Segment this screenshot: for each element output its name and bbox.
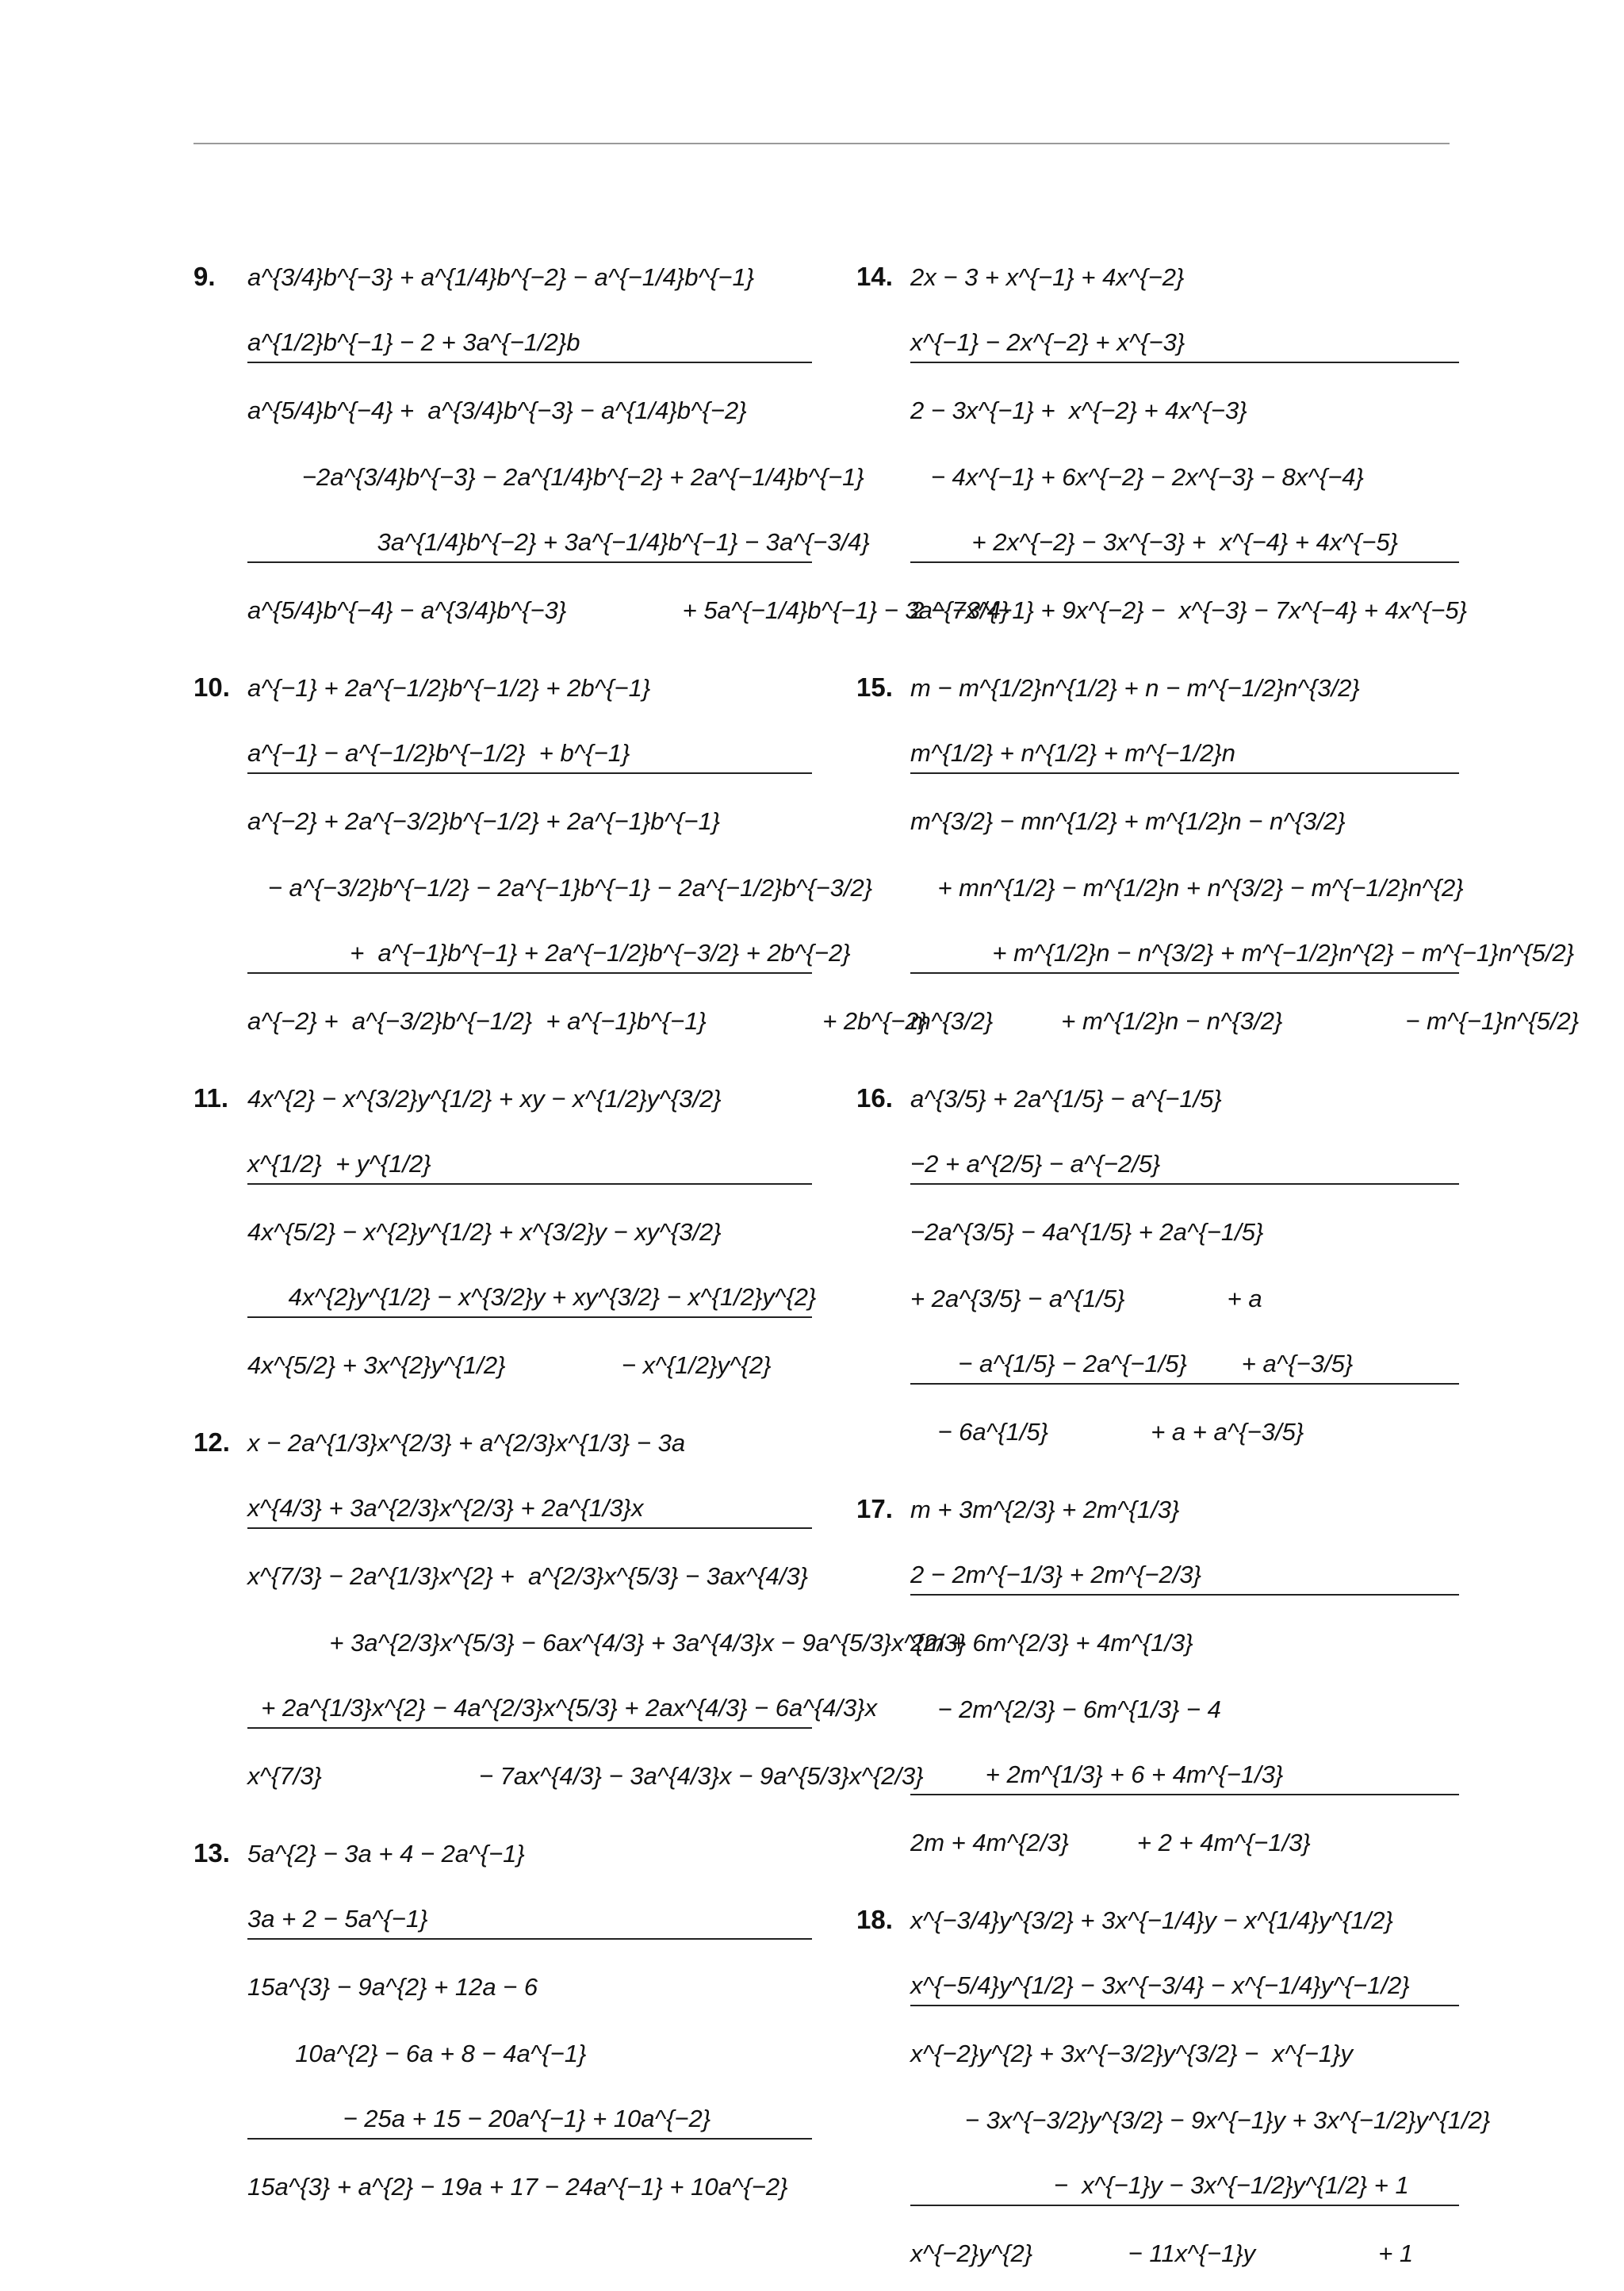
result: m^{3/2} + m^{1/2}n − n^{3/2} − m^{−1}n^{5/2} [910, 1007, 1580, 1035]
partial-product: − a^{−3/2}b^{−1/2} − 2a^{−1}b^{−1} − 2a^{−1/2}b^{−3/2} [247, 874, 873, 902]
partial-product: − x^{−1}y − 3x^{−1/2}y^{1/2} + 1 [910, 2140, 1459, 2206]
dividend: a^{−1} + 2a^{−1/2}b^{−1/2} + 2b^{−1} [247, 674, 651, 702]
problem-number: 10. [193, 672, 230, 702]
partial-product: 4x^{5/2} − x^{2}y^{1/2} + x^{3/2}y − xy^{3/2} [247, 1218, 722, 1246]
divisor: x^{1/2} + y^{1/2} [247, 1118, 812, 1185]
right-column [856, 230, 1580, 2284]
result: a^{5/4}b^{−4} − a^{3/4}b^{−3} + 5a^{−1/4}b^{−1} − 3a^{−3/4} [247, 596, 1009, 624]
partial-product: 4x^{2}y^{1/2} − x^{3/2}y + xy^{3/2} − x^{1/2}y^{2} [247, 1251, 812, 1318]
dividend: m + 3m^{2/3} + 2m^{1/3} [910, 1496, 1180, 1523]
divisor: x^{4/3} + 3a^{2/3}x^{2/3} + 2a^{1/3}x [247, 1462, 812, 1529]
header-rule [193, 143, 1450, 144]
divisor: x^{−5/4}y^{1/2} − 3x^{−3/4} − x^{−1/4}y^{−1/2} [910, 1940, 1459, 2006]
result: x^{7/3} − 7ax^{4/3} − 3a^{4/3}x − 9a^{5/3}x^{2/3} [247, 1762, 924, 1790]
partial-product: − a^{1/5} − 2a^{−1/5} + a^{−3/5} [910, 1318, 1459, 1385]
problem-number: 12. [193, 1427, 230, 1457]
partial-product: 2m + 6m^{2/3} + 4m^{1/3} [910, 1629, 1193, 1657]
partial-product: a^{5/4}b^{−4} + a^{3/4}b^{−3} − a^{1/4}b^{−2} [247, 397, 747, 424]
partial-product: x^{7/3} − 2a^{1/3}x^{2} + a^{2/3}x^{5/3} − 3ax^{4/3} [247, 1562, 809, 1590]
partial-product: x^{−2}y^{2} + 3x^{−3/2}y^{3/2} − x^{−1}y [910, 2040, 1353, 2067]
problem-14 [856, 230, 1467, 630]
dividend: 4x^{2} − x^{3/2}y^{1/2} + xy − x^{1/2}y^{3/2} [247, 1085, 722, 1113]
result: a^{−2} + a^{−3/2}b^{−1/2} + a^{−1}b^{−1} + 2b^{−2} [247, 1007, 927, 1035]
problem-number: 18. [856, 1905, 893, 1934]
dividend: 2x − 3 + x^{−1} + 4x^{−2} [910, 263, 1185, 291]
partial-product: + 2m^{1/3} + 6 + 4m^{−1/3} [910, 1729, 1459, 1795]
partial-product: −2a^{3/4}b^{−3} − 2a^{1/4}b^{−2} + 2a^{−1/4}b^{−1} [247, 463, 864, 491]
partial-product: + 2a^{1/3}x^{2} − 4a^{2/3}x^{5/3} + 2ax^{4/3} − 6a^{4/3}x [247, 1662, 812, 1729]
partial-product: m^{3/2} − mn^{1/2} + m^{1/2}n − n^{3/2} [910, 807, 1346, 835]
problem-number: 13. [193, 1838, 230, 1868]
divisor: x^{−1} − 2x^{−2} + x^{−3} [910, 297, 1459, 363]
partial-product: 2 − 3x^{−1} + x^{−2} + 4x^{−3} [910, 397, 1247, 424]
result: x^{−2}y^{2} − 11x^{−1}y + 1 [910, 2239, 1414, 2267]
dividend: m − m^{1/2}n^{1/2} + n − m^{−1/2}n^{3/2} [910, 674, 1360, 702]
problem-number: 15. [856, 672, 893, 702]
dividend: x^{−3/4}y^{3/2} + 3x^{−1/4}y − x^{1/4}y^{1/2} [910, 1906, 1393, 1934]
problem-11 [193, 1052, 817, 1385]
problem-17 [856, 1462, 1459, 1862]
problem-number: 9. [193, 262, 216, 291]
partial-product: − 4x^{−1} + 6x^{−2} − 2x^{−3} − 8x^{−4} [910, 463, 1364, 491]
partial-product: − 2m^{2/3} − 6m^{1/3} − 4 [910, 1695, 1221, 1723]
partial-product: + 2a^{3/5} − a^{1/5} + a [910, 1285, 1262, 1312]
divisor: −2 + a^{2/5} − a^{−2/5} [910, 1118, 1459, 1185]
result: 2 − 7x^{−1} + 9x^{−2} − x^{−3} − 7x^{−4} + 4x^{−5} [910, 596, 1467, 624]
result: 2m + 4m^{2/3} + 2 + 4m^{−1/3} [910, 1829, 1311, 1856]
dividend: x − 2a^{1/3}x^{2/3} + a^{2/3}x^{1/3} − 3a [247, 1429, 686, 1457]
partial-product: 3a^{1/4}b^{−2} + 3a^{−1/4}b^{−1} − 3a^{−3/4} [247, 496, 812, 563]
result: 4x^{5/2} + 3x^{2}y^{1/2} − x^{1/2}y^{2} [247, 1351, 772, 1379]
partial-product: − 3x^{−3/2}y^{3/2} − 9x^{−1}y + 3x^{−1/2}y^{1/2} [910, 2106, 1491, 2134]
problem-15 [856, 641, 1580, 1040]
partial-product: 15a^{3} − 9a^{2} + 12a − 6 [247, 1973, 538, 2001]
divisor: 3a + 2 − 5a^{−1} [247, 1873, 812, 1940]
partial-product: + mn^{1/2} − m^{1/2}n + n^{3/2} − m^{−1/2}n^{2} [910, 874, 1464, 902]
result: − 6a^{1/5} + a + a^{−3/5} [910, 1418, 1304, 1446]
divisor: a^{1/2}b^{−1} − 2 + 3a^{−1/2}b [247, 297, 812, 363]
divisor: m^{1/2} + n^{1/2} + m^{−1/2}n [910, 707, 1459, 774]
partial-product: a^{−2} + 2a^{−3/2}b^{−1/2} + 2a^{−1}b^{−1} [247, 807, 721, 835]
result: 15a^{3} + a^{2} − 19a + 17 − 24a^{−1} + 10a^{−2} [247, 2173, 788, 2201]
problem-13 [193, 1806, 812, 2206]
problem-number: 16. [856, 1083, 893, 1113]
problem-18 [856, 1873, 1491, 2273]
partial-product: + 3a^{2/3}x^{5/3} − 6ax^{4/3} + 3a^{4/3}x − 9a^{5/3}x^{2/3} [247, 1629, 967, 1657]
dividend: 5a^{2} − 3a + 4 − 2a^{−1} [247, 1840, 525, 1868]
partial-product: −2a^{3/5} − 4a^{1/5} + 2a^{−1/5} [910, 1218, 1264, 1246]
dividend: a^{3/5} + 2a^{1/5} − a^{−1/5} [910, 1085, 1222, 1113]
partial-product: − 25a + 15 − 20a^{−1} + 10a^{−2} [247, 2073, 812, 2140]
problem-number: 11. [193, 1083, 229, 1113]
problem-number: 14. [856, 262, 893, 291]
divisor: a^{−1} − a^{−1/2}b^{−1/2} + b^{−1} [247, 707, 812, 774]
problem-16 [856, 1052, 1459, 1451]
problem-number: 17. [856, 1494, 893, 1523]
partial-product: + m^{1/2}n − n^{3/2} + m^{−1/2}n^{2} − m^{−1}n^{5/2} [910, 907, 1459, 974]
divisor: 2 − 2m^{−1/3} + 2m^{−2/3} [910, 1529, 1459, 1596]
problem-9 [193, 230, 1009, 630]
partial-product: + a^{−1}b^{−1} + 2a^{−1/2}b^{−3/2} + 2b^{−2} [247, 907, 812, 974]
dividend: a^{3/4}b^{−3} + a^{1/4}b^{−2} − a^{−1/4}b^{−1} [247, 263, 755, 291]
partial-product: + 2x^{−2} − 3x^{−3} + x^{−4} + 4x^{−5} [910, 496, 1459, 563]
partial-product: 10a^{2} − 6a + 8 − 4a^{−1} [247, 2040, 587, 2067]
